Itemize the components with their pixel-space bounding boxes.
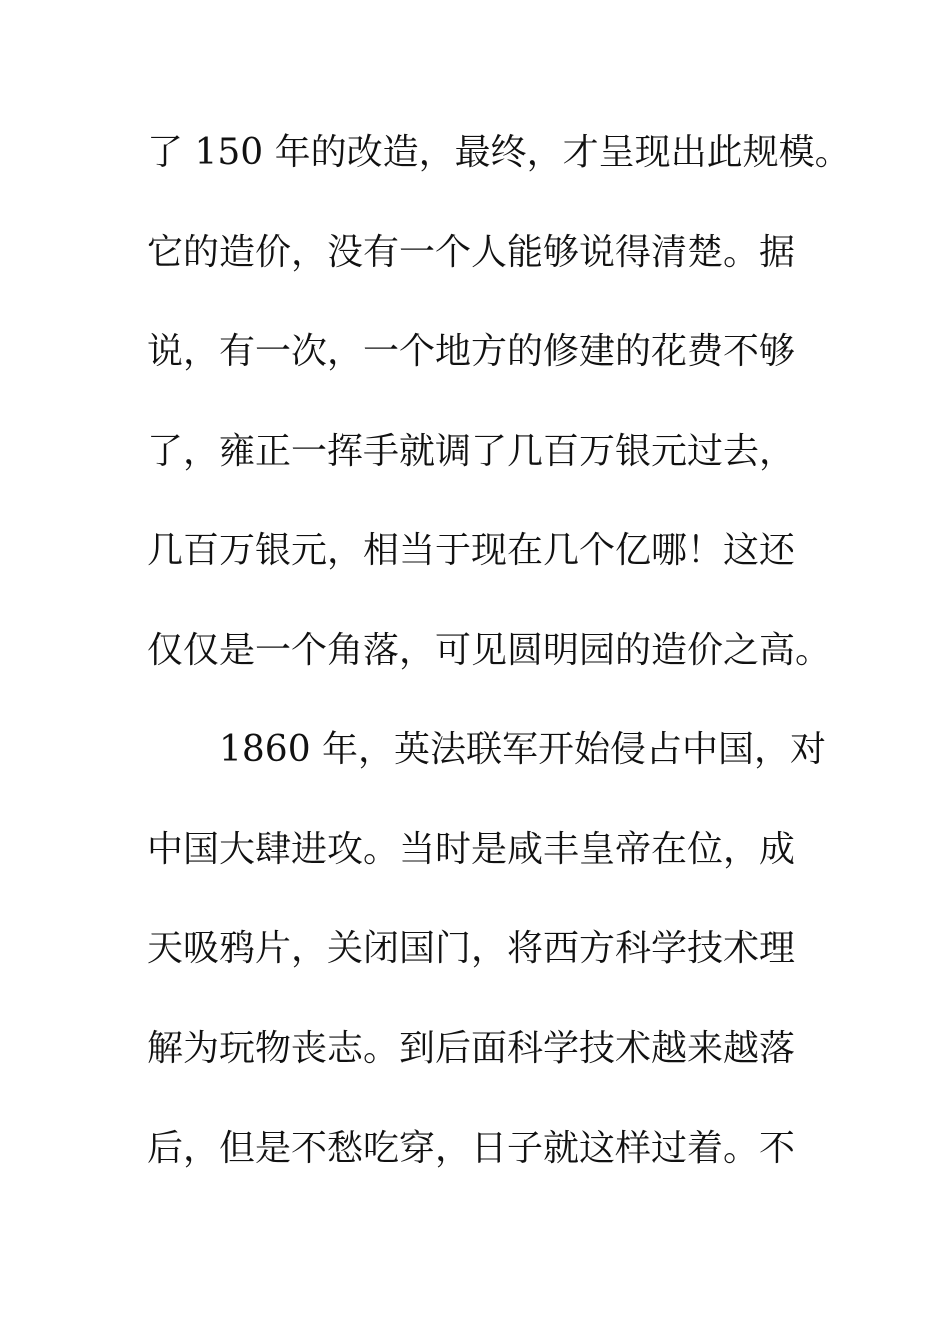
text-line: 了 150 年的改造，最终，才呈现出此规模。 — [147, 132, 851, 173]
text-line: 天吸鸦片，关闭国门，将西方科学技术理 — [147, 928, 796, 969]
text-line: 了，雍正一挥手就调了几百万银元过去， — [147, 431, 796, 472]
text-line: 说，有一次，一个地方的修建的花费不够 — [147, 331, 796, 372]
text-line: 中国大肆进攻。当时是咸丰皇帝在位，成 — [147, 829, 796, 870]
text-line: 它的造价，没有一个人能够说得清楚。据 — [147, 232, 796, 273]
text-line: 解为玩物丧志。到后面科学技术越来越落 — [147, 1028, 796, 1069]
text-line: 后，但是不愁吃穿，日子就这样过着。不 — [147, 1128, 796, 1169]
paragraph-first-line: 1860 年，英法联军开始侵占中国，对 — [219, 729, 827, 770]
text-line: 仅仅是一个角落，可见圆明园的造价之高。 — [147, 630, 832, 671]
text-line: 几百万银元，相当于现在几个亿哪！这还 — [147, 530, 796, 571]
